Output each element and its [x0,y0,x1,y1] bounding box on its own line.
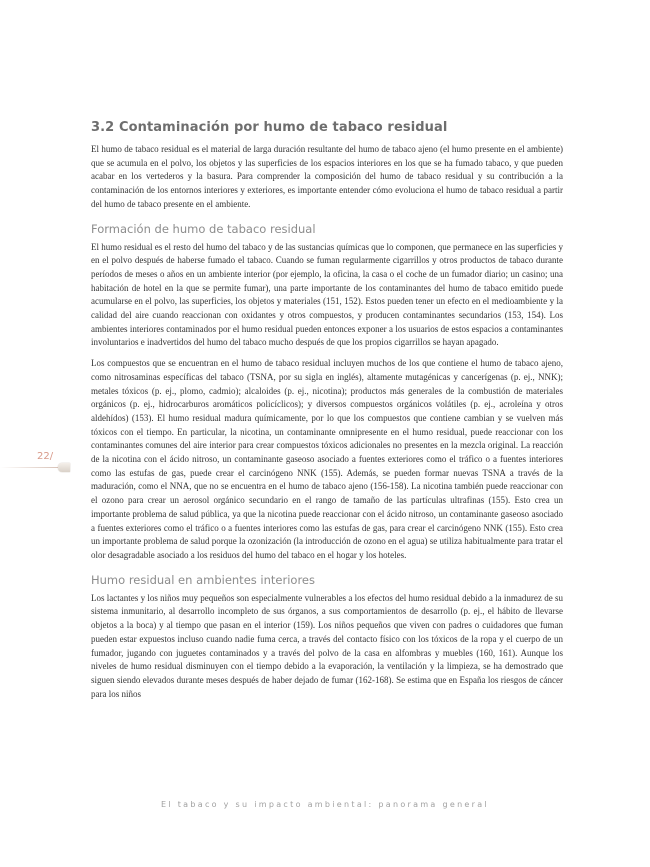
indoor-paragraph-1: Los lactantes y los niños muy pequeños son especialmente vulnerables a los efectos del humo residual debido a la inmadurez de su sistema inmunitario, al desarrollo incompleto de sus órganos, a sus comportamientos de desarrollo (p. ej., el hábito de llevarse objetos a la boca) y al tiempo que pasan en el interior (159). Los niños pequeños que viven con padres o cuidadores que fuman pueden estar expuestos incluso cuando nadie fuma cerca, a través del contacto físico con los tóxicos de la ropa y el cuerpo de un fumador, jugando con juguetes contaminados y a través del polvo de la casa en alfombras y muebles (160, 161). Aunque los niveles de humo residual disminuyen con el tiempo debido a la evaporación, la ventilación y la limpieza, se ha demostrado que siguen siendo elevados durante meses después de haber dejado de fumar (162-168). Se estima que en España los riesgos de cáncer para los niños [91,592,563,699]
subsection-title-formation: Formación de humo de tabaco residual [91,221,316,236]
cigarette-icon [58,463,70,472]
main-content [91,120,563,708]
page-number: 22/ [37,451,54,462]
page-footer: El tabaco y su impacto ambiental: panorama general [161,800,489,809]
page-number-marker [0,451,70,465]
smoke-line [0,467,60,468]
formation-paragraph-1: El humo residual es el resto del humo del tabaco y de las sustancias químicas que lo componen, que permanece en las superficies y en el polvo después de haberse fumado el tabaco. Cuando se fuman regularmente cigarrillos y otros productos de tabaco durante períodos de meses o años en un ambiente interior (por ejemplo, la oficina, la casa o el coche de un fumador diario; un casino; una habitación de hotel en la que se permite fumar), una parte importante de los contaminantes del humo de tabaco emitido puede acumularse en el polvo, las superficies, los objetos y materiales (151, 152). Estos pueden tener un efecto en el medioambiente y la calidad del aire cuando reaccionan con oxidantes y otros compuestos, y producen contaminantes secundarios (153, 154). Los ambientes interiores contaminados por el humo residual pueden entonces exponer a los usuarios de estos espacios a contaminantes involuntarios e inadvertidos del humo del tabaco mucho después de que los propios cigarrillos se hayan apagado. [91,241,563,348]
subsection-title-indoor: Humo residual en ambientes interiores [91,572,315,587]
section-title: 3.2 Contaminación por humo de tabaco residual [91,120,448,135]
formation-paragraph-2: Los compuestos que se encuentran en el humo de tabaco residual incluyen muchos de los que contiene el humo de tabaco ajeno, como nitrosaminas específicas del tabaco (TSNA, por su sigla en inglés), altamente mutagénicas y cancerígenas (p. ej., NNK); metales tóxicos (p. ej., plomo, cadmio); alcaloides (p. ej., nicotina); productos más generales de la combustión de materiales orgánicos (p. ej., hidrocarburos aromáticos policíclicos); y diversos compuestos orgánicos volátiles (p. ej., acroleína y otros aldehídos) (153). El humo residual madura químicamente, por lo que los compuestos que contiene cambian y se vuelven más tóxicos con el tiempo. En particular, la nicotina, un contaminante omnipresente en el humo residual, puede reaccionar con los contaminantes comunes del aire interior para crear compuestos tóxicos adicionales no presentes en la mezcla original. La reacción de la nicotina con el ácido nitroso, un contaminante gaseoso asociado a fuentes exteriores como el tráfico o a fuentes interiores como las estufas de gas, puede crear el carcinógeno NNK (155). Además, se pueden formar nuevas TSNA a través de la maduración, como el NNA, que no se encuentra en el humo de tabaco ajeno (156-158). La nicotina también puede reaccionar con el ozono para crear un aerosol orgánico secundario en el rango de tamaño de las partículas ultrafinas (155). Esto crea un importante problema de salud pública, ya que la nicotina puede reaccionar con el ácido nitroso, un contaminante gaseoso asociado a fuentes exteriores como el tráfico o a fuentes interiores como las estufas de gas, para crear el carcinógeno NNK (155). Esto crea un importante problema de salud porque la ozonización (la introducción de ozono en el agua) se utiliza habitualmente para tratar el olor desagradable asociado a los residuos del humo del tabaco en el hogar y los hoteles. [91,358,563,560]
section-intro-paragraph: El humo de tabaco residual es el material de larga duración resultante del humo de tabaco ajeno (el humo presente en el ambiente) que se acumula en el polvo, los objetos y las superficies de los espacios interiores en los que se ha fumado tabaco, y que pueden acabar en los vertederos y la basura. Para comprender la composición del humo de tabaco residual y su contribución a la contaminación de los entornos interiores y exteriores, es importante entender cómo evoluciona el humo de tabaco residual a partir del humo de tabaco presente en el ambiente. [91,144,563,209]
